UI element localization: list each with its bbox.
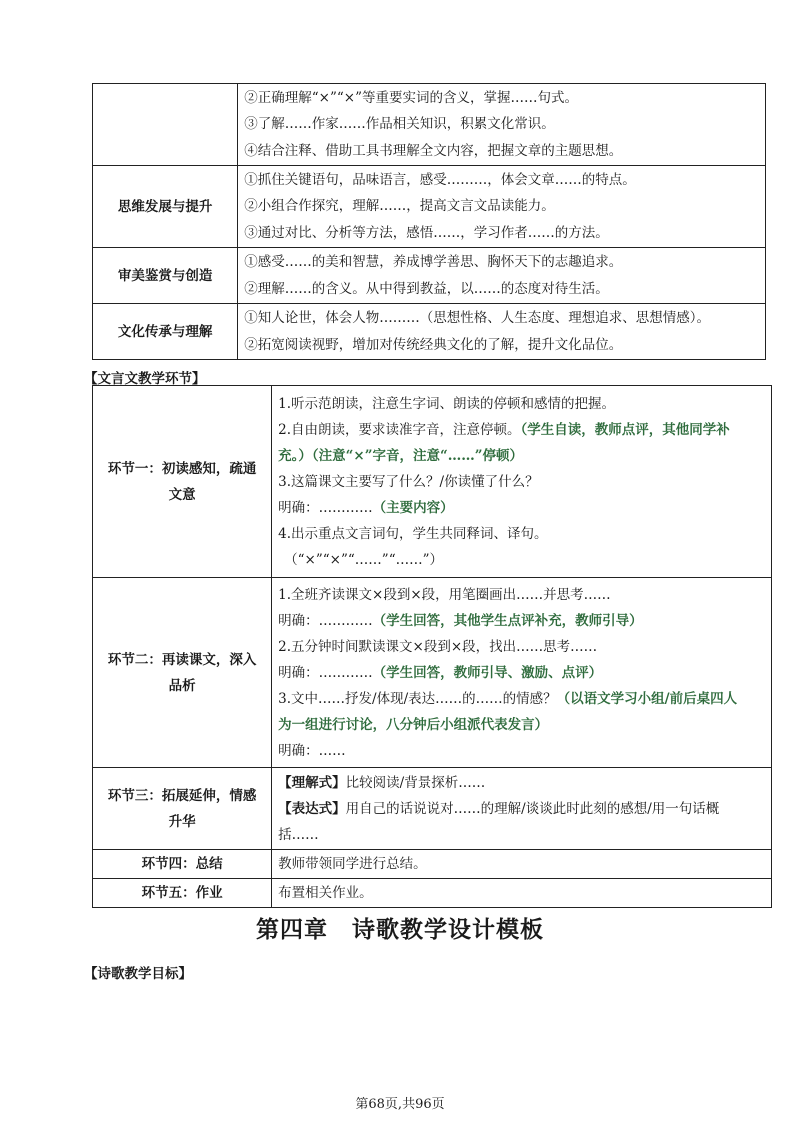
step-label	[93, 386, 272, 578]
table-row	[93, 879, 772, 908]
text-segment: 比较阅读/背景探析……	[345, 774, 486, 791]
content-line	[278, 495, 767, 521]
row-content	[238, 166, 766, 248]
content-line: （“×”“×”“……”“……”）	[284, 551, 443, 568]
content-line: ②小组合作探究，理解……，提高文言文品读能力。	[244, 198, 555, 215]
green-annotation: 充。）	[278, 447, 312, 464]
content-line	[278, 770, 767, 796]
row-content	[238, 304, 766, 360]
content-line: ③通过对比、分析等方法，感悟……，学习作者……的方法。	[244, 224, 609, 241]
row-label	[93, 84, 238, 166]
table-row	[93, 304, 766, 360]
chapter-title: 第四章 诗歌教学设计模板	[256, 917, 544, 943]
content-line: 2.五分钟时间默读课文×段到×段，找出……思考……	[278, 638, 598, 655]
text-segment: 用自己的话说说对……的理解/谈谈此时此刻的感想/用一句话概	[345, 800, 720, 817]
green-annotation: （学生自读，教师点评，其他同学补	[520, 421, 730, 438]
step-content	[272, 850, 772, 879]
content-line: 布置相关作业。	[278, 885, 373, 901]
text-segment: 3.文中……抒发/体现/表达……的……的情感？	[278, 690, 557, 707]
content-line	[278, 686, 767, 712]
step-label	[93, 768, 272, 850]
content-line: ②理解……的含义。从中得到教益，以……的态度对待生活。	[244, 280, 609, 297]
content-line: ③了解……作家……作品相关知识，积累文化常识。	[244, 116, 555, 133]
content-line: 明确：……	[278, 742, 346, 759]
row-label: 审美鉴赏与创造	[93, 248, 238, 304]
step-label-line: 文意	[168, 486, 196, 503]
step-label: 环节四：总结	[93, 850, 272, 879]
content-line: 3.这篇课文主要写了什么？/你读懂了什么？	[278, 473, 539, 490]
content-line	[278, 660, 767, 686]
table-row	[93, 768, 772, 850]
text-segment: 明确：…………	[278, 499, 373, 516]
step-label: 环节五：作业	[93, 879, 272, 908]
green-annotation: （注意“×”字音，注意“……”停顿）	[311, 447, 524, 464]
content-line	[278, 796, 767, 822]
table-row	[93, 248, 766, 304]
row-content	[238, 248, 766, 304]
step-label	[93, 578, 272, 768]
text-segment: 2.自由朗读，要求读准字音，注意停顿。	[278, 421, 521, 438]
step-label-line: 环节二：再读课文，深入	[107, 651, 257, 668]
step-label-line: 升华	[168, 813, 196, 830]
step-content	[272, 879, 772, 908]
row-label: 文化传承与理解	[93, 304, 238, 360]
text-segment: 明确：…………	[278, 612, 373, 629]
table-row	[93, 166, 766, 248]
step-label-line: 品析	[168, 677, 196, 694]
table-row	[93, 386, 772, 578]
green-annotation: 为一组进行讨论，八分钟后小组派代表发言）	[278, 716, 549, 733]
content-line: ①知人论世，体会人物………（思想性格、人生态度、理想追求、思想情感）。	[244, 310, 711, 326]
content-line: ②正确理解“×”“×”等重要实词的含义，掌握……句式。	[244, 89, 579, 106]
green-annotation: （主要内容）	[372, 499, 454, 516]
table-row	[93, 84, 766, 166]
text-segment: 明确：…………	[278, 664, 373, 681]
bold-tag: 【理解式】	[278, 774, 346, 791]
row-label: 思维发展与提升	[93, 166, 238, 248]
objectives-table	[92, 83, 766, 360]
content-line: ②拓宽阅读视野，增加对传统经典文化的了解，提升文化品位。	[244, 336, 623, 353]
green-annotation: （以语文学习小组/前后桌四人	[556, 690, 738, 707]
section-heading-wenyan: 【文言文教学环节】	[84, 371, 206, 387]
content-line: 4.出示重点文言词句，学生共同释词、译句。	[278, 525, 548, 542]
table-row	[93, 850, 772, 879]
content-line: ①感受……的美和智慧，养成博学善思、胸怀天下的志趣追求。	[244, 254, 623, 270]
content-line: ①抓住关键语句，品味语言，感受………，体会文章……的特点。	[244, 171, 636, 188]
step-content	[272, 386, 772, 578]
content-line: 括……	[278, 826, 319, 843]
bold-tag: 【表达式】	[278, 800, 346, 817]
teaching-steps-table	[92, 385, 772, 908]
step-label-line: 环节三：拓展延伸，情感	[107, 787, 257, 804]
content-line: 教师带领同学进行总结。	[278, 856, 427, 872]
content-line	[278, 417, 767, 443]
content-line: 1.全班齐读课文×段到×段，用笔圈画出……并思考……	[278, 586, 611, 603]
row-content	[238, 84, 766, 166]
content-line: 1.听示范朗读，注意生字词、朗读的停顿和感情的把握。	[278, 395, 616, 412]
green-annotation: （学生回答，其他学生点评补充，教师引导）	[372, 612, 643, 629]
step-content	[272, 768, 772, 850]
step-content	[272, 578, 772, 768]
content-line	[278, 608, 767, 634]
page-footer: 第68页,共96页	[355, 1097, 445, 1112]
step-label-line: 环节一：初读感知，疏通	[107, 460, 257, 477]
green-annotation: （学生回答，教师引导、激励、点评）	[372, 664, 603, 681]
section-heading-poetry: 【诗歌教学目标】	[84, 966, 192, 982]
table-row	[93, 578, 772, 768]
content-line: ④结合注释、借助工具书理解全文内容，把握文章的主题思想。	[244, 142, 623, 159]
content-line	[278, 443, 767, 469]
